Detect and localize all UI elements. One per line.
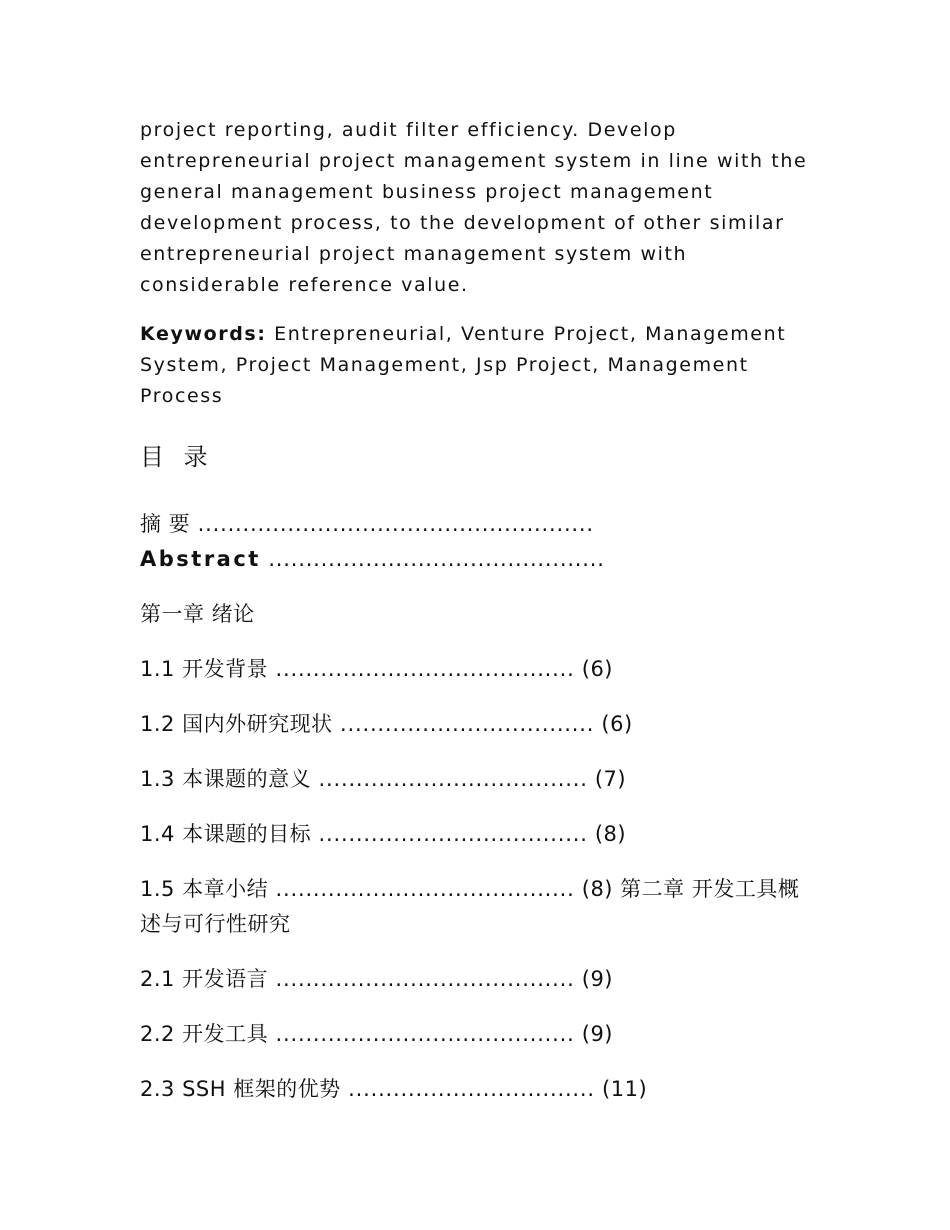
toc-entry-label: 2.2 开发工具 <box>140 1022 269 1046</box>
toc-entry-label: 2.3 SSH 框架的优势 <box>140 1077 341 1101</box>
toc-leader-dots: ................................. <box>340 1077 595 1101</box>
toc-entry-2-1[interactable] <box>140 962 820 997</box>
toc-entry-1-1[interactable] <box>140 652 820 687</box>
toc-entry-page: (9) <box>574 1022 613 1046</box>
keywords-text: Entrepreneurial, Venture Project, Management System, Project Management, Jsp Project, Management Process <box>140 323 787 407</box>
toc-leader-dots: .................................... <box>311 767 588 791</box>
toc-entry-label: 1.3 本课题的意义 <box>140 767 312 791</box>
toc-leader-dots: ........................................ <box>268 1022 575 1046</box>
toc-entry-2-2[interactable] <box>140 1017 820 1052</box>
toc-entry-2-3[interactable] <box>140 1072 820 1107</box>
toc-leader-dots: ........................................ <box>268 967 575 991</box>
toc-leader-dots: ............................................. <box>260 547 605 571</box>
toc-entry-abstract-en[interactable] <box>140 542 820 577</box>
toc-entry-chapter-1[interactable] <box>140 597 820 632</box>
toc-entry-label: 1.5 本章小结 <box>140 877 269 901</box>
toc-leader-dots: ..................................................... <box>190 512 594 536</box>
toc-entry-label: Abstract <box>140 547 261 571</box>
toc-entry-page: (11) <box>594 1077 648 1101</box>
toc-entry-label: 1.4 本课题的目标 <box>140 822 312 846</box>
toc-entry-page: (6) <box>594 712 633 736</box>
toc-leader-dots: .................................... <box>311 822 588 846</box>
toc-leader-dots: ........................................ <box>268 877 575 901</box>
toc-entry-label: 1.1 开发背景 <box>140 657 269 681</box>
toc-entry-page: (9) <box>574 967 613 991</box>
toc-title: 目 录 <box>140 443 214 471</box>
toc-entry-page: (8) 第二章 开发工具概述与可行性研究 <box>140 877 800 936</box>
document-page <box>140 115 820 1107</box>
toc-entry-label: 第一章 绪论 <box>140 602 255 626</box>
toc-entry-page: (7) <box>587 767 627 791</box>
toc-entry-abstract-cn[interactable] <box>140 507 820 542</box>
toc-leader-dots: .................................. <box>332 712 595 736</box>
table-of-contents <box>140 507 820 1107</box>
abstract-paragraph: project reporting, audit filter efficiency. Develop entrepreneurial project management system in line with the general management business project management development process, to the development of other similar entrepreneurial project management system with considerable reference value. <box>140 119 808 296</box>
keywords-paragraph <box>140 319 820 412</box>
toc-entry-label: 摘 要 <box>140 512 191 536</box>
toc-entry-1-3[interactable] <box>140 762 820 797</box>
toc-entry-label: 2.1 开发语言 <box>140 967 269 991</box>
toc-entry-1-4[interactable] <box>140 817 820 852</box>
toc-entry-page: (8) <box>587 822 627 846</box>
toc-entry-label: 1.2 国内外研究现状 <box>140 712 333 736</box>
toc-entry-1-2[interactable] <box>140 707 820 742</box>
toc-entry-1-5[interactable] <box>140 872 820 942</box>
toc-leader-dots: ........................................ <box>268 657 575 681</box>
toc-entry-page: (6) <box>574 657 613 681</box>
keywords-label: Keywords: <box>140 323 267 345</box>
